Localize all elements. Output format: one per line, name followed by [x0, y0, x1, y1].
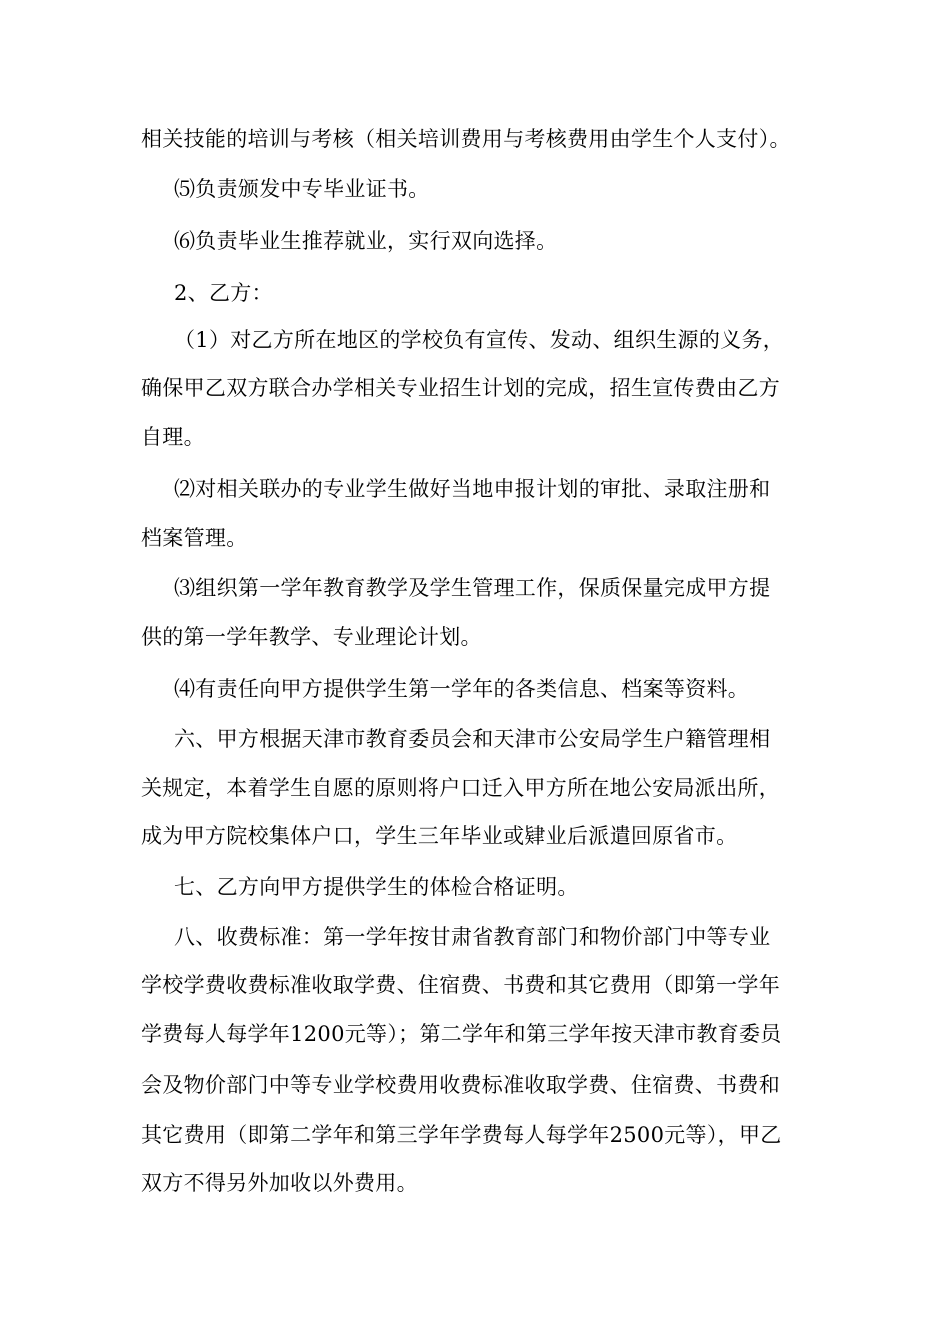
text-line: 双方不得另外加收以外费用。 — [141, 1171, 418, 1195]
text-line: 其它费用（即第二学年和第三学年学费每人每学年2500元等），甲乙 — [141, 1123, 782, 1147]
text-line: 档案管理。 — [141, 526, 248, 550]
text-line: ⑹负责毕业生推荐就业，实行双向选择。 — [174, 229, 558, 253]
text-line: 相关技能的培训与考核（相关培训费用与考核费用由学生个人支付）。 — [141, 127, 791, 151]
text-line: 学费每人每学年1200元等）；第二学年和第三学年按天津市教育委员 — [141, 1022, 782, 1046]
text-line: ⑸负责颁发中专毕业证书。 — [174, 177, 430, 201]
text-line: 六、甲方根据天津市教育委员会和天津市公安局学生户籍管理相 — [174, 727, 771, 751]
text-line: 会及物价部门中等专业学校费用收费标准收取学费、住宿费、书费和 — [141, 1073, 780, 1097]
text-line: 2、乙方： — [174, 281, 273, 305]
text-line: ⑶组织第一学年教育教学及学生管理工作，保质保量完成甲方提 — [174, 576, 771, 600]
text-line: 确保甲乙双方联合办学相关专业招生计划的完成，招生宣传费由乙方 — [141, 376, 780, 400]
text-line: 八、收费标准：第一学年按甘肃省教育部门和物价部门中等专业 — [174, 925, 771, 949]
text-line: （1）对乙方所在地区的学校负有宣传、发动、组织生源的义务， — [174, 328, 785, 352]
text-line: ⑷有责任向甲方提供学生第一学年的各类信息、档案等资料。 — [174, 677, 750, 701]
text-line: 学校学费收费标准收取学费、住宿费、书费和其它费用（即第一学年 — [141, 973, 780, 997]
text-line: ⑵对相关联办的专业学生做好当地申报计划的审批、录取注册和 — [174, 477, 771, 501]
text-line: 关规定，本着学生自愿的原则将户口迁入甲方所在地公安局派出所， — [141, 776, 780, 800]
text-line: 成为甲方院校集体户口，学生三年毕业或肄业后派遣回原省市。 — [141, 824, 738, 848]
text-line: 供的第一学年教学、专业理论计划。 — [141, 625, 482, 649]
text-line: 七、乙方向甲方提供学生的体检合格证明。 — [174, 875, 579, 899]
text-line: 自理。 — [141, 425, 205, 449]
